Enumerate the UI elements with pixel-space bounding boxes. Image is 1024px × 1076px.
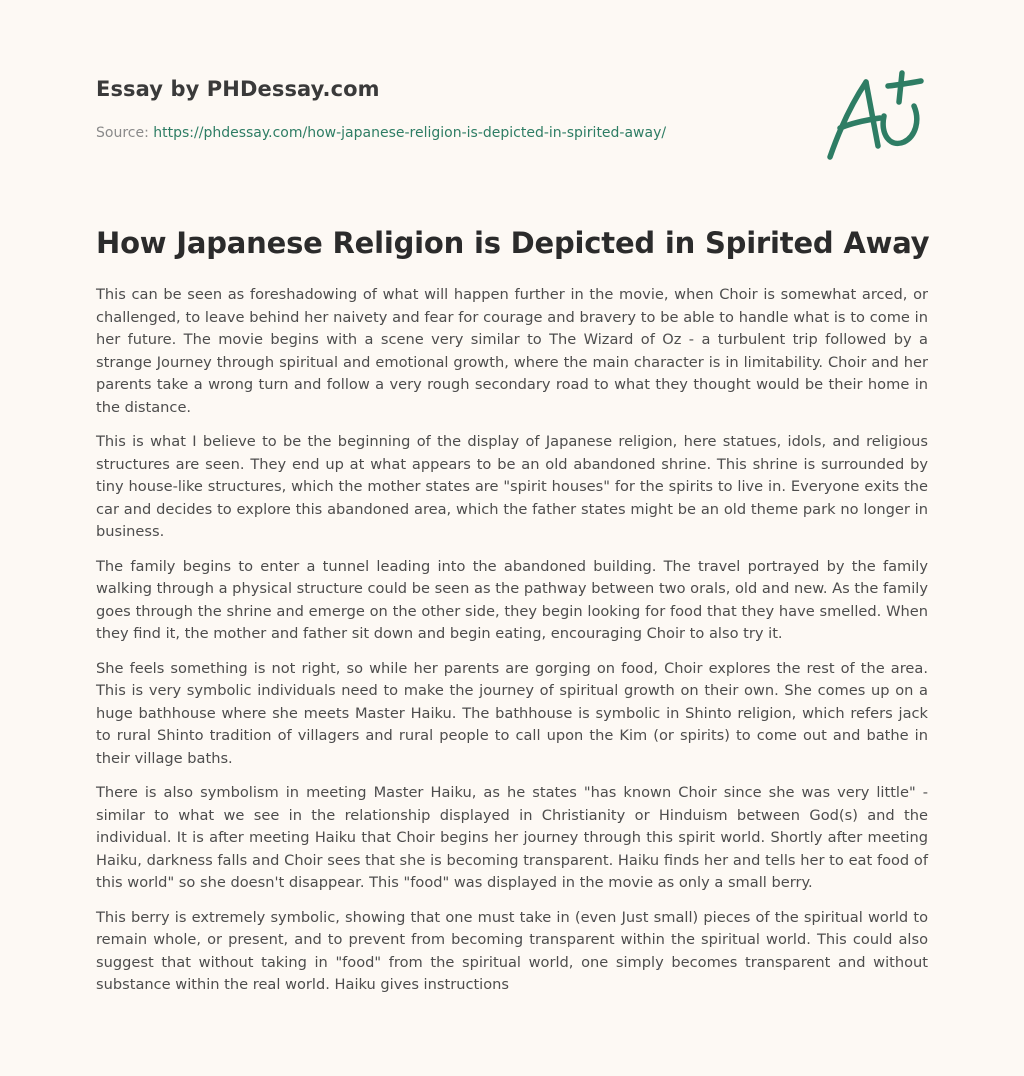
essay-paragraph: The family begins to enter a tunnel leading into the abandoned building. The travel portrayed by the family walking through a physical structure could be seen as the pathway between two orals, old and new. As the family goes through the shrine and emerge on the other side, they begin looking for food that they have smelled. When they find it, the mother and father sit down and begin eating, encouraging Choir to also try it.	[96, 557, 928, 642]
source-link[interactable]: https://phdessay.com/how-japanese-religion-is-depicted-in-spirited-away/	[153, 125, 667, 141]
essay-title: How Japanese Religion is Depicted in Spirited Away	[96, 226, 930, 260]
essay-paragraph: This can be seen as foreshadowing of what will happen further in the movie, when Choir is somewhat arced, or challenged, to leave behind her naivety and fear for courage and bravery to be able to handle what is to come in her future. The movie begins with a scene very similar to The Wizard of Oz - a turbulent trip followed by a strange Journey through spiritual and emotional growth, where the main character is in limitability. Choir and her parents take a wrong turn and follow a very rough secondary road to what they thought would be their home in the distance.	[96, 286, 928, 416]
essay-body	[96, 284, 928, 1009]
site-brand: Essay by PHDessay.com	[96, 77, 380, 101]
essay-paragraph: This is what I believe to be the beginning of the display of Japanese religion, here statues, idols, and religious structures are seen. They end up at what appears to be an old abandoned shrine. This shrine is surrounded by tiny house-like structures, which the mother states are "spirit houses" for the spirits to live in. Everyone exits the car and decides to explore this abandoned area, which the father states might be an old theme park no longer in business.	[96, 433, 928, 540]
essay-paragraph: She feels something is not right, so while her parents are gorging on food, Choir explores the rest of the area. This is very symbolic individuals need to make the journey of spiritual growth on their own. She comes up on a huge bathhouse where she meets Master Haiku. The bathhouse is symbolic in Shinto religion, which refers jack to rural Shinto tradition of villagers and rural people to call upon the Kim (or spirits) to come out and bathe in their village baths.	[96, 659, 928, 767]
a-plus-grade-icon	[822, 68, 926, 164]
essay-paragraph: This berry is extremely symbolic, showing that one must take in (even Just small) pieces of the spiritual world to remain whole, or present, and to prevent from becoming transparent within the spiritual world. This could also suggest that without taking in "food" from the spiritual world, one simply becomes transparent and without substance within the real world. Haiku gives instructions	[96, 908, 928, 993]
source-line	[96, 125, 666, 141]
source-label: Source:	[96, 125, 154, 141]
essay-paragraph: There is also symbolism in meeting Master Haiku, as he states "has known Choir since she was very little" - similar to what we see in the relationship displayed in Christianity or Hinduism between God(s) and the individual. It is after meeting Haiku that Choir begins her journey through this spirit world. Shortly after meeting Haiku, darkness falls and Choir sees that she is becoming transparent. Haiku finds her and tells her to eat food of this world" so she doesn't disappear. This "food" was displayed in the movie as only a small berry.	[96, 784, 928, 891]
